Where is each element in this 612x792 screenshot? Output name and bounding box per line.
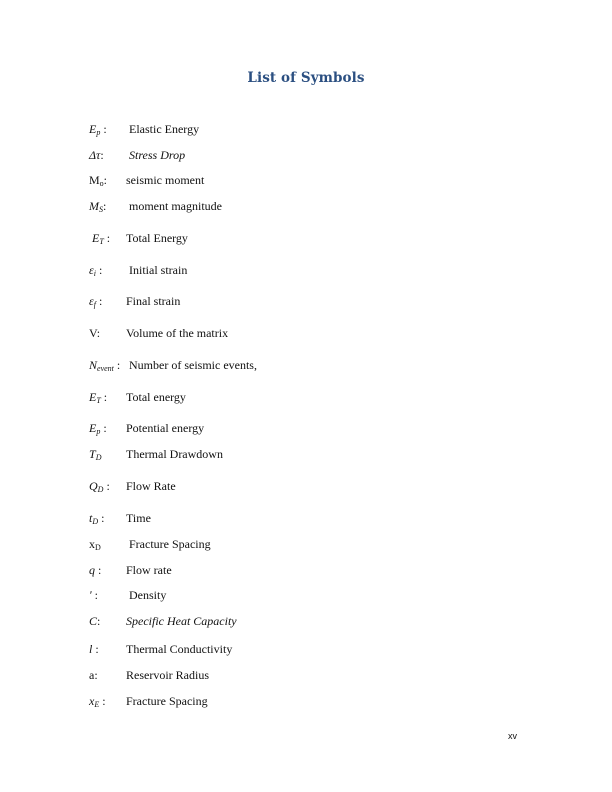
symbol-description: Stress Drop	[129, 148, 186, 162]
symbol-description: Reservoir Radius	[126, 668, 209, 682]
symbol-separator: :	[103, 173, 108, 187]
symbol-row	[0, 356, 612, 374]
symbol-description: Final strain	[126, 294, 181, 308]
symbol-subscript: D	[95, 453, 102, 462]
symbol-separator: :	[95, 563, 102, 577]
symbol-description: Thermal Drawdown	[126, 447, 223, 461]
symbol-separator: :	[103, 199, 107, 213]
symbol-separator: :	[100, 421, 107, 435]
symbol-subscript: D	[97, 485, 104, 494]
symbol	[89, 612, 100, 630]
symbol-row	[0, 692, 612, 710]
symbol-base: V	[89, 326, 97, 340]
symbol	[92, 229, 110, 251]
symbol-description: Specific Heat Capacity	[126, 614, 237, 628]
symbol	[89, 535, 101, 557]
symbol-row	[0, 120, 612, 138]
symbol-description: Number of seismic events,	[129, 358, 257, 372]
symbol	[89, 120, 107, 142]
symbol-separator: :	[103, 479, 110, 493]
symbol-base: N	[89, 358, 98, 372]
symbol	[89, 509, 104, 531]
symbol-description: Thermal Conductivity	[126, 642, 233, 656]
symbol-description: Total energy	[126, 390, 186, 404]
page-number: xv	[508, 731, 517, 741]
symbol-separator: :	[95, 294, 103, 308]
symbol	[89, 146, 104, 164]
symbol	[89, 666, 98, 684]
symbol-separator: :	[91, 588, 98, 602]
symbol-row	[0, 229, 612, 247]
symbol-separator: :	[97, 614, 101, 628]
symbol	[89, 561, 101, 579]
symbol-row	[0, 261, 612, 279]
symbol-base: a	[89, 668, 95, 682]
symbol-row	[0, 419, 612, 437]
symbol-row	[0, 612, 612, 630]
symbol-separator: :	[99, 694, 106, 708]
symbol-separator: :	[103, 231, 111, 245]
symbol-description: Fracture Spacing	[129, 537, 211, 551]
symbol-subscript: T	[96, 396, 101, 405]
symbol-subscript: D	[95, 543, 101, 552]
symbol-base: x	[89, 537, 95, 551]
symbol	[89, 445, 101, 467]
symbol-separator: :	[113, 358, 121, 372]
symbol-description: Elastic Energy	[129, 122, 200, 136]
symbol	[89, 586, 98, 604]
symbol	[89, 477, 110, 499]
symbol-description: Volume of the matrix	[126, 326, 229, 340]
symbol-subscript: p	[96, 427, 101, 436]
symbol-description: seismic moment	[126, 173, 205, 187]
symbol	[89, 388, 107, 410]
symbol-subscript: i	[93, 269, 96, 278]
symbol-row	[0, 561, 612, 579]
symbol-base: ε	[89, 294, 94, 308]
symbol-separator: :	[94, 668, 98, 682]
symbol	[89, 419, 107, 441]
symbol	[89, 197, 106, 219]
symbol-separator: :	[100, 148, 104, 162]
symbol-description: Density	[129, 588, 167, 602]
symbol-row	[0, 197, 612, 215]
symbol-separator: :	[95, 263, 103, 277]
symbol-row	[0, 535, 612, 553]
symbol-description: Total Energy	[126, 231, 188, 245]
symbol-row	[0, 477, 612, 495]
symbol-description: Initial strain	[129, 263, 188, 277]
symbol	[89, 324, 100, 342]
symbol-base: E	[92, 231, 100, 245]
symbol-subscript: o	[99, 179, 104, 188]
symbol-base: t	[89, 511, 93, 525]
symbol-description: Flow Rate	[126, 479, 176, 493]
symbol-subscript: event	[97, 364, 114, 373]
symbol-separator: :	[92, 642, 99, 656]
symbol-base: ε	[89, 263, 94, 277]
symbol-subscript: E	[94, 700, 100, 709]
symbol-row	[0, 324, 612, 342]
symbol-description: Potential energy	[126, 421, 205, 435]
symbol-separator: :	[98, 511, 105, 525]
symbol-base: C	[89, 614, 98, 628]
symbol-description: Fracture Spacing	[126, 694, 208, 708]
symbol-separator: :	[96, 326, 101, 340]
symbol-row	[0, 171, 612, 189]
symbol	[89, 261, 102, 283]
symbol-description: Flow rate	[126, 563, 172, 577]
symbol-base: T	[89, 447, 96, 461]
symbol	[89, 692, 106, 714]
symbol-description: Time	[126, 511, 151, 525]
symbol-subscript: p	[96, 128, 101, 137]
page-title: List of Symbols	[247, 70, 365, 86]
symbol-subscript: D	[92, 517, 99, 526]
symbol-subscript: f	[93, 300, 96, 309]
symbol-subscript: T	[99, 237, 104, 246]
symbol-row	[0, 640, 612, 658]
symbol-base: E	[89, 122, 97, 136]
symbol-row	[0, 666, 612, 684]
symbol-base: Δτ	[89, 148, 101, 162]
symbol-base: l	[89, 642, 93, 656]
symbol-row	[0, 388, 612, 406]
symbol-row	[0, 292, 612, 310]
symbol-base: q	[89, 563, 95, 577]
symbol-row	[0, 509, 612, 527]
symbol	[89, 640, 99, 658]
symbol-base: x	[89, 694, 95, 708]
symbol	[89, 292, 102, 314]
symbol-base: E	[89, 390, 97, 404]
symbol-row	[0, 146, 612, 164]
symbol-base: E	[89, 421, 97, 435]
symbol-row	[0, 445, 612, 463]
symbol-base: Q	[89, 479, 98, 493]
symbol-subscript: S	[99, 205, 103, 214]
symbol-base: M	[89, 173, 100, 187]
symbol-base: M	[89, 199, 99, 213]
symbol	[89, 171, 107, 193]
symbol-base: ʹ	[89, 588, 92, 602]
symbol-description: moment magnitude	[129, 199, 222, 213]
symbol-separator: :	[100, 122, 107, 136]
symbol-row	[0, 586, 612, 604]
symbol	[89, 356, 120, 378]
symbol-separator: :	[100, 390, 108, 404]
